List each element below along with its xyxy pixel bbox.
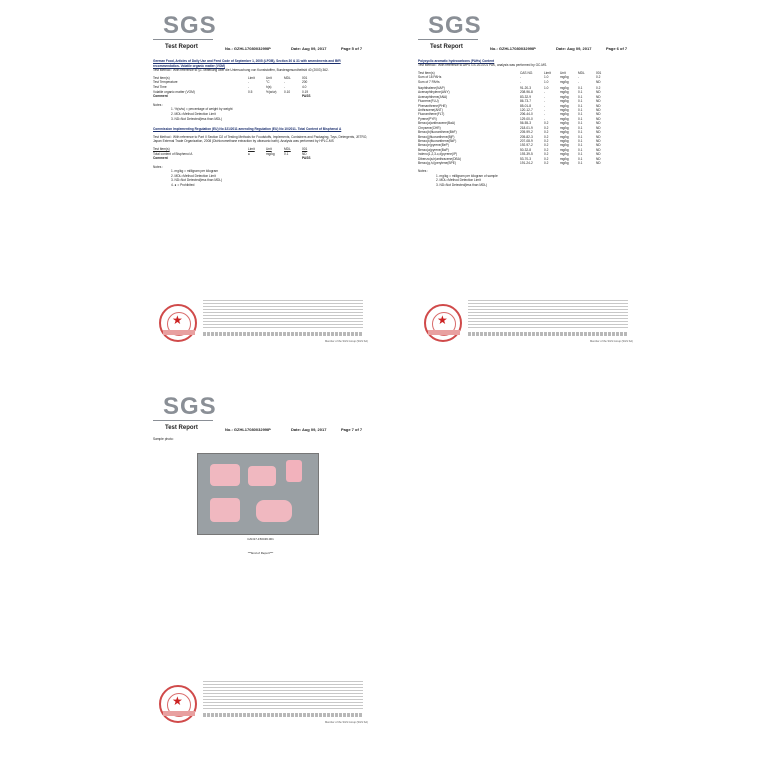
note-item: 3. ND=Not Detected(less than MDL) bbox=[171, 178, 223, 183]
table-cell: Pyrene(PYR) bbox=[418, 116, 437, 121]
table-cell: Benzo(g,h,i)perylene(BPE) bbox=[418, 160, 456, 165]
table-row: Test Time - h(s) - 4.0 bbox=[153, 84, 307, 89]
note-item: 1. %(w/w) = percentage of weight by weight bbox=[171, 107, 233, 112]
table-cell: Chrysene(CHR) bbox=[418, 125, 441, 130]
table-cell: mg/kg bbox=[560, 86, 569, 91]
section-title-pahs: Polycyclic aromatic hydrocarbons (PAHs) Content bbox=[418, 59, 495, 63]
note-item: 4. ● = Prohibited bbox=[171, 183, 195, 188]
table-cell: 83-32-9 bbox=[520, 94, 531, 99]
table-cell: 0.1 bbox=[578, 143, 583, 148]
fine-print bbox=[468, 300, 628, 330]
section-title-vom: German Food, Articles of Daily Use and Feed Code of September 1, 2005 (LFGB), Section 30 & 31 with amendments and BfR recommendation- Volatile organic matter (VOM) bbox=[153, 59, 341, 68]
report-header bbox=[153, 426, 368, 434]
table-cell: ND bbox=[596, 134, 601, 139]
table-cell: 0.1 bbox=[578, 152, 583, 157]
table-cell: Naphthalene(NAP) bbox=[418, 86, 445, 91]
table-cell: - bbox=[520, 75, 522, 80]
table-cell: Dibenzo(a,h)anthracene(DBA) bbox=[418, 156, 461, 161]
table-row: Test Temperature - °C - 200 bbox=[153, 80, 308, 85]
table-cell: 205-82-3 bbox=[520, 134, 533, 139]
table-cell: 0.2 bbox=[596, 86, 601, 91]
table-cell: 120-12-7 bbox=[520, 108, 533, 113]
test-method-pahs: Test Method : With reference to AfPS GS 2014:01 PAK, analysis was performed by GC-MS. bbox=[418, 63, 548, 68]
report-date: Date: Aug 09, 2017 bbox=[556, 46, 592, 51]
report-date: Date: Aug 09, 2017 bbox=[291, 427, 327, 432]
section-title-bpa: Commission Implementing Regulation (EU) No 321/2011 amending Regulation (EU) No 10/2011- Total Content of Bisphenol A bbox=[153, 127, 342, 132]
bpa-table-header: Test Item(s) Limit Unit MDL 001 bbox=[153, 146, 308, 151]
table-cell: 129-00-0 bbox=[520, 116, 533, 121]
footer-seal-area bbox=[418, 300, 633, 348]
table-cell: mg/kg bbox=[560, 103, 569, 108]
table-row: Comment PASS bbox=[153, 94, 311, 99]
table-cell: 192-97-2 bbox=[520, 143, 533, 148]
table-cell: 0.2 bbox=[544, 160, 549, 165]
report-number: No.: GZHL1708003299IP bbox=[225, 46, 271, 51]
table-cell: mg/kg bbox=[560, 90, 569, 95]
table-cell: 208-96-8 bbox=[520, 90, 533, 95]
footer-seal-area bbox=[153, 681, 368, 729]
pink-tray-image bbox=[256, 500, 292, 522]
table-cell: Benzo(j)fluoranthene(BjF) bbox=[418, 134, 455, 139]
table-cell: 218-01-9 bbox=[520, 125, 533, 130]
report-date: Date: Aug 09, 2017 bbox=[291, 46, 327, 51]
table-cell: 0.1 bbox=[578, 94, 583, 99]
sgs-logo: SGS bbox=[163, 393, 217, 420]
note-item: 1. mg/kg = milligram per kilogram bbox=[171, 169, 219, 174]
table-cell: 0.2 bbox=[544, 143, 549, 148]
table-cell: - bbox=[544, 116, 546, 121]
pahs-table-body bbox=[418, 75, 633, 165]
table-cell: 0.2 bbox=[596, 75, 601, 80]
table-cell: 0.1 bbox=[578, 121, 583, 126]
table-cell: ND bbox=[596, 143, 601, 148]
note-item: 3. ND=Not Detected(less than MDL) bbox=[436, 182, 488, 187]
header-logo bbox=[153, 12, 383, 42]
seal-stamp-icon: ★ bbox=[424, 304, 462, 342]
table-cell: 0.1 bbox=[578, 134, 583, 139]
table-cell: Anthracene(ANT) bbox=[418, 108, 443, 113]
table-cell: ND bbox=[596, 125, 601, 130]
address-line bbox=[468, 332, 628, 336]
table-cell: 1.0 bbox=[544, 79, 549, 84]
footer-seal-area bbox=[153, 300, 368, 348]
table-cell: 1.0 bbox=[544, 75, 549, 80]
test-method-vom: Test Method : With reference to §1. Mitteilung über die Untersuchung von Kunststoffen, Bundesgesundheitsbl 40 (2003) 362. bbox=[153, 68, 329, 73]
table-cell: Benzo(a)anthracene(BaA) bbox=[418, 121, 456, 126]
fine-print bbox=[203, 681, 363, 711]
table-cell: 1.0 bbox=[544, 86, 549, 91]
table-cell: - bbox=[544, 108, 546, 113]
table-cell: 0.1 bbox=[578, 112, 583, 117]
table-cell: 53-70-3 bbox=[520, 156, 531, 161]
table-cell: ND bbox=[596, 90, 601, 95]
table-cell: 0.2 bbox=[544, 156, 549, 161]
table-cell: 86-73-7 bbox=[520, 99, 531, 104]
table-cell: ND bbox=[596, 108, 601, 113]
logo-underline bbox=[418, 39, 478, 40]
table-cell: 0.1 bbox=[578, 103, 583, 108]
table-cell: 206-44-0 bbox=[520, 112, 533, 117]
table-cell: mg/kg bbox=[560, 160, 569, 165]
notes-label: Notes : bbox=[418, 169, 429, 174]
table-cell: 0.1 bbox=[578, 125, 583, 130]
table-cell: mg/kg bbox=[560, 112, 569, 117]
table-row: Volatile organic matter (VOM) 0.5 %(w/w) 0.10 0.19 bbox=[153, 89, 309, 94]
page-number: Page 5 of 7 bbox=[341, 46, 363, 51]
table-cell: mg/kg bbox=[560, 147, 569, 152]
table-cell: 0.1 bbox=[578, 90, 583, 95]
table-cell: Fluorene(FLU) bbox=[418, 99, 439, 104]
table-cell: Sum of 7 PAHs bbox=[418, 79, 440, 84]
table-cell: Benzo(e)pyrene(BeP) bbox=[418, 143, 449, 148]
logo-underline bbox=[153, 420, 213, 421]
header-logo bbox=[418, 12, 648, 42]
table-cell: Acenaphthene(ANA) bbox=[418, 94, 448, 99]
member-text: Member of the SGS Group (SGS SA) bbox=[325, 340, 368, 343]
table-cell: mg/kg bbox=[560, 125, 569, 130]
report-header bbox=[418, 45, 633, 53]
table-cell: Acenaphthylene(ANY) bbox=[418, 90, 450, 95]
table-cell: mg/kg bbox=[560, 94, 569, 99]
table-cell: 0.1 bbox=[578, 99, 583, 104]
table-cell: 0.2 bbox=[544, 130, 549, 135]
table-cell: Phenanthrene(PHE) bbox=[418, 103, 447, 108]
end-of-report: ***End of Report*** bbox=[247, 551, 274, 555]
table-cell: ND bbox=[596, 138, 601, 143]
note-item: 3. ND=Not Detected(less than MDL) bbox=[171, 116, 223, 121]
table-cell: 0.1 bbox=[578, 147, 583, 152]
table-cell: Indeno(1,2,3-c,d)pyrene(IP) bbox=[418, 152, 458, 157]
table-cell: - bbox=[578, 75, 580, 80]
table-cell: mg/kg bbox=[560, 108, 569, 113]
notes-label: Notes : bbox=[153, 102, 164, 107]
table-cell: - bbox=[578, 79, 580, 84]
member-text: Member of the SGS Group (SGS SA) bbox=[325, 721, 368, 724]
table-cell: 191-24-2 bbox=[520, 160, 533, 165]
table-cell: 0.1 bbox=[578, 86, 583, 91]
table-cell: 0.1 bbox=[578, 116, 583, 121]
header-logo bbox=[153, 393, 383, 423]
table-cell: ND bbox=[596, 94, 601, 99]
table-cell: ND bbox=[596, 116, 601, 121]
table-row: Total content of Bisphenol A ● mg/kg 0.1 ND bbox=[153, 151, 307, 156]
table-cell: 85-01-8 bbox=[520, 103, 531, 108]
table-cell: - bbox=[544, 99, 546, 104]
table-cell: - bbox=[544, 90, 546, 95]
table-cell: mg/kg bbox=[560, 138, 569, 143]
table-cell: 207-08-9 bbox=[520, 138, 533, 143]
table-cell: ND bbox=[596, 112, 601, 117]
vom-table-header: Test Item(s) Limit Unit MDL 001 bbox=[153, 75, 308, 80]
table-cell: mg/kg bbox=[560, 121, 569, 126]
report-number: No.: GZHL1708003299IP bbox=[225, 427, 271, 432]
member-text: Member of the SGS Group (SGS SA) bbox=[590, 340, 633, 343]
table-cell: mg/kg bbox=[560, 130, 569, 135]
table-cell: 0.2 bbox=[544, 152, 549, 157]
page-number: Page 7 of 7 bbox=[341, 427, 363, 432]
table-cell: 0.2 bbox=[544, 125, 549, 130]
table-cell: 56-55-3 bbox=[520, 121, 531, 126]
address-line bbox=[203, 713, 363, 717]
table-cell: ND bbox=[596, 147, 601, 152]
note-item: 2. MDL=Method Detection Limit bbox=[436, 178, 481, 183]
table-cell: 0.1 bbox=[578, 130, 583, 135]
table-cell: ND bbox=[596, 156, 601, 161]
table-cell: 0.1 bbox=[578, 108, 583, 113]
table-cell: ND bbox=[596, 79, 601, 84]
test-method-bpa: Test Method : With reference to Part II Section D2 of Testing Methods for Foodstuffs, Implements, Containers and Packaging, Toys, Detergents, JETRO, Japan External Trade Organization, 2008 (Dichloromethane extraction by ultrasonic bath). Analysis was performed by HPLC-MS bbox=[153, 134, 368, 144]
sample-photo-label: Sample photo: bbox=[153, 437, 174, 441]
photo-caption: CAN17-150436.001 bbox=[247, 537, 274, 541]
seal-stamp-icon: ★ bbox=[159, 685, 197, 723]
table-cell: 0.1 bbox=[578, 160, 583, 165]
report-title: Test Report bbox=[430, 44, 463, 50]
table-cell: - bbox=[544, 94, 546, 99]
pink-tray-image bbox=[248, 466, 276, 486]
report-page-7 bbox=[153, 393, 383, 743]
table-row bbox=[418, 80, 633, 84]
note-item: 1. mg/kg = milligram per kilogram of sample bbox=[436, 173, 498, 178]
table-row: Comment PASS bbox=[153, 156, 311, 161]
report-page-5 bbox=[153, 12, 383, 362]
pink-cup-image bbox=[286, 460, 302, 482]
fine-print bbox=[203, 300, 363, 330]
report-title: Test Report bbox=[165, 425, 198, 431]
table-cell: Benzo(a)pyrene(BaP) bbox=[418, 147, 449, 152]
table-cell: 0.2 bbox=[544, 121, 549, 126]
table-cell: Fluoranthene(FLT) bbox=[418, 112, 445, 117]
table-cell: 0.2 bbox=[544, 147, 549, 152]
table-cell: 50-32-8 bbox=[520, 147, 531, 152]
table-cell: Sum of 18 PAHs bbox=[418, 75, 442, 80]
table-cell: mg/kg bbox=[560, 143, 569, 148]
address-line bbox=[203, 332, 363, 336]
table-cell: mg/kg bbox=[560, 79, 569, 84]
table-cell: 193-39-5 bbox=[520, 152, 533, 157]
report-header bbox=[153, 45, 368, 53]
table-cell: 91-20-3 bbox=[520, 86, 531, 91]
logo-underline bbox=[153, 39, 213, 40]
table-cell: mg/kg bbox=[560, 116, 569, 121]
table-cell: mg/kg bbox=[560, 134, 569, 139]
table-cell: 0.2 bbox=[544, 134, 549, 139]
table-cell: ND bbox=[596, 103, 601, 108]
table-cell: ND bbox=[596, 152, 601, 157]
notes-label: Notes : bbox=[153, 164, 164, 169]
table-cell: ND bbox=[596, 160, 601, 165]
pink-tray-image bbox=[210, 464, 240, 486]
note-item: 2. MDL=Method Detection Limit bbox=[171, 173, 216, 178]
table-cell: mg/kg bbox=[560, 152, 569, 157]
table-cell: ND bbox=[596, 99, 601, 104]
table-cell: ND bbox=[596, 130, 601, 135]
table-cell: 0.1 bbox=[578, 156, 583, 161]
report-title: Test Report bbox=[165, 44, 198, 50]
table-row bbox=[418, 161, 633, 165]
report-page-6 bbox=[418, 12, 648, 362]
sgs-logo: SGS bbox=[163, 12, 217, 39]
pink-tray-image bbox=[210, 498, 240, 522]
table-cell: 0.1 bbox=[578, 138, 583, 143]
table-cell: Benzo(b)fluoranthene(BbF) bbox=[418, 130, 457, 135]
table-cell: - bbox=[544, 103, 546, 108]
report-body bbox=[153, 437, 368, 442]
sample-photo bbox=[197, 453, 319, 535]
table-cell: - bbox=[544, 112, 546, 117]
table-cell: 0.2 bbox=[544, 138, 549, 143]
table-cell: - bbox=[520, 79, 522, 84]
report-number: No.: GZHL1708003299IP bbox=[490, 46, 536, 51]
table-cell: Benzo(k)fluoranthene(BkF) bbox=[418, 138, 457, 143]
page-number: Page 6 of 7 bbox=[606, 46, 628, 51]
sgs-logo: SGS bbox=[428, 12, 482, 39]
table-cell: ND bbox=[596, 121, 601, 126]
table-cell: 205-99-2 bbox=[520, 130, 533, 135]
table-cell: mg/kg bbox=[560, 156, 569, 161]
report-body bbox=[418, 56, 633, 187]
report-body bbox=[153, 56, 368, 188]
table-cell: mg/kg bbox=[560, 99, 569, 104]
table-cell: mg/kg bbox=[560, 75, 569, 80]
pahs-table-header: Test Item(s) CAS NO. Limit Unit MDL 001 bbox=[418, 70, 602, 75]
seal-stamp-icon: ★ bbox=[159, 304, 197, 342]
note-item: 2. MDL=Method Detection Limit bbox=[171, 111, 216, 116]
